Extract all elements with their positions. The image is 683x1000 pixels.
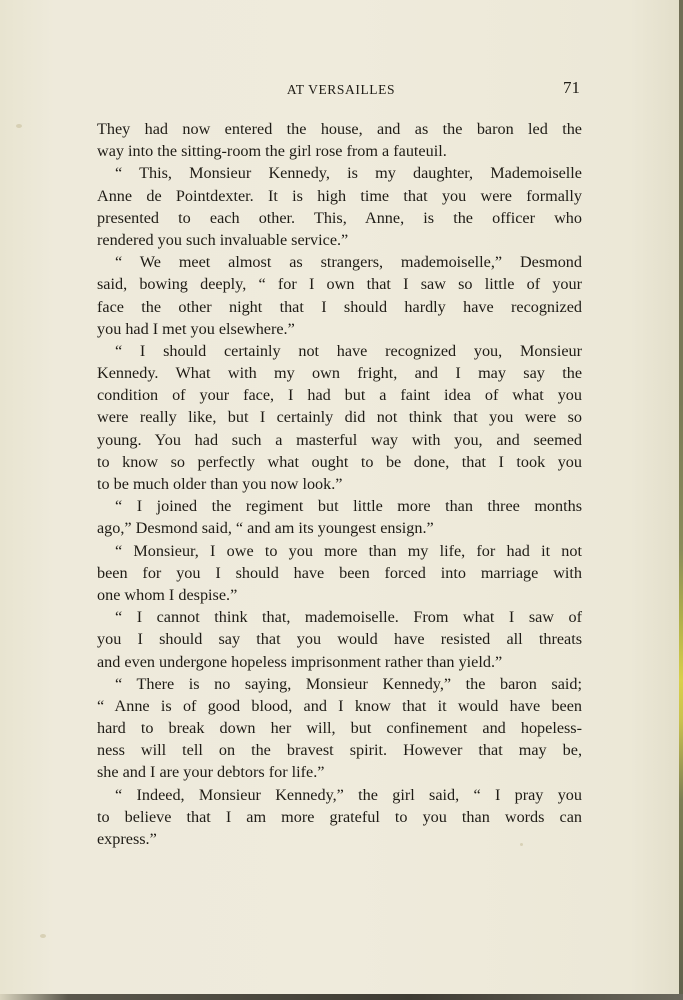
- text-line: ness will tell on the bravest spirit. However that may be,: [97, 741, 582, 760]
- text-line: “ Monsieur, I owe to you more than my life, for had it not: [115, 541, 582, 560]
- text-line: to know so perfectly what ought to be done, that I took you: [97, 452, 582, 471]
- text-line: Kennedy. What with my own fright, and I may say the: [97, 364, 582, 383]
- text-line: and even undergone hopeless imprisonment rather than yield.”: [97, 652, 503, 671]
- paper-speck: [40, 934, 46, 938]
- text-line: to be much older than you now look.”: [97, 475, 343, 493]
- body-text: [97, 118, 582, 850]
- text-line: you had I met you elsewhere.”: [97, 319, 295, 338]
- text-line: rendered you such invaluable service.”: [97, 230, 349, 249]
- text-line: “ I should certainly not have recognized you, Monsieur: [115, 341, 582, 360]
- page-number: 71: [563, 78, 580, 97]
- text-line: one whom I despise.”: [97, 585, 238, 604]
- text-line: Anne de Pointdexter. It is high time that you were formally: [97, 186, 582, 205]
- text-line: way into the sitting-room the girl rose from a fauteuil.: [97, 142, 447, 161]
- text-line: “ Indeed, Monsieur Kennedy,” the girl said, “ I pray you: [115, 785, 582, 804]
- running-head: AT VERSAILLES: [286, 82, 396, 97]
- text-line: been for you I should have been forced into marriage with: [97, 563, 582, 582]
- text-line: ago,” Desmond said, “ and am its youngest ensign.”: [97, 519, 434, 538]
- text-line: young. You had such a masterful way with you, and seemed: [97, 430, 582, 449]
- text-line: express.”: [97, 830, 157, 848]
- text-line: They had now entered the house, and as the baron led the: [97, 120, 582, 138]
- page-edge-bottom: [0, 994, 683, 1000]
- paper-speck: [16, 124, 22, 128]
- text-line: “ There is no saying, Monsieur Kennedy,” the baron said;: [115, 674, 582, 693]
- text-line: “ I joined the regiment but little more than three months: [115, 497, 582, 516]
- text-line: face the other night that I should hardly have recognized: [97, 297, 582, 316]
- page-edge-right: [679, 0, 683, 1000]
- text-line: presented to each other. This, Anne, is the officer who: [97, 208, 582, 227]
- text-line: condition of your face, I had but a faint idea of what you: [97, 386, 582, 405]
- text-line: were really like, but I certainly did not think that you were so: [97, 408, 582, 427]
- text-line: she and I are your debtors for life.”: [97, 763, 325, 782]
- text-line: “ We meet almost as strangers, mademoiselle,” Desmond: [115, 253, 582, 272]
- text-line: hard to break down her will, but confinement and hopeless-: [97, 719, 582, 738]
- text-line: said, bowing deeply, “ for I own that I saw so little of your: [97, 275, 582, 294]
- text-line: you I should say that you would have resisted all threats: [97, 630, 582, 649]
- text-line: “ Anne is of good blood, and I know that it would have been: [97, 696, 582, 715]
- page-header: [100, 80, 582, 102]
- text-line: “ I cannot think that, mademoiselle. From what I saw of: [115, 608, 582, 627]
- paper-speck: [520, 843, 523, 846]
- text-line: “ This, Monsieur Kennedy, is my daughter, Mademoiselle: [115, 164, 582, 183]
- text-line: to believe that I am more grateful to you than words can: [97, 807, 582, 826]
